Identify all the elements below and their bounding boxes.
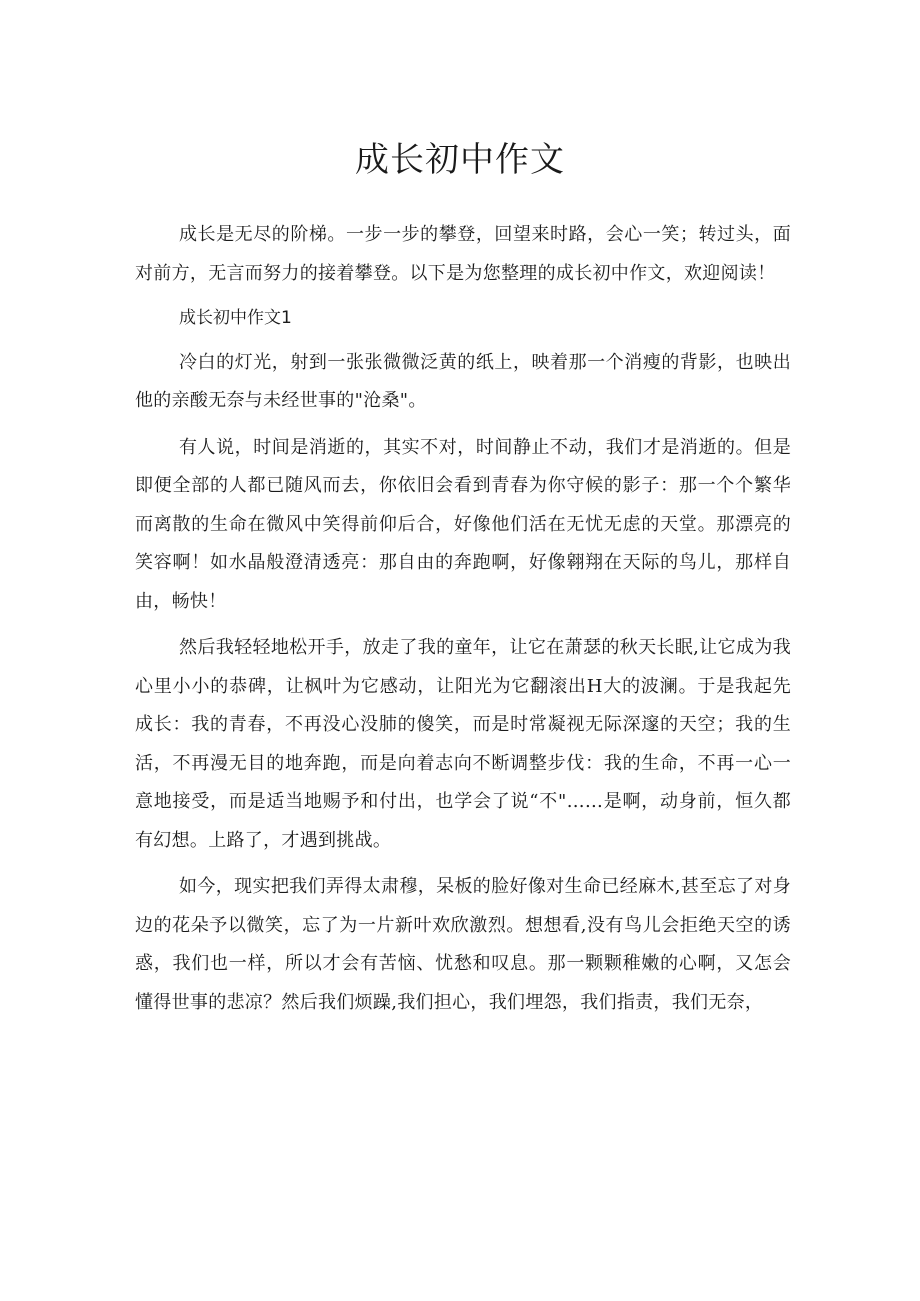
body-paragraph-2: 有人说，时间是消逝的，其实不对，时间静止不动，我们才是消逝的。但是即便全部的人都已随风而去，你依旧会看到青春为你守候的影子：那一个个繁华而离散的生命在微风中笑得前仰后合，好像他们活在无忧无虑的天堂。那漂亮的笑容啊！如水晶般澄清透亮：那自由的奔跑啊，好像翱翔在天际的鸟儿，那样自由，畅快！ — [135, 436, 791, 612]
intro-paragraph: 成长是无尽的阶梯。一步一步的攀登，回望来时路，会心一笑；转过头，面对前方，无言而努力的接着攀登。以下是为您整理的成长初中作文，欢迎阅读！ — [135, 224, 791, 284]
body-paragraph-4: 如今，现实把我们弄得太肃穆，呆板的脸好像对生命已经麻木,甚至忘了对身边的花朵予以微笑，忘了为一片新叶欢欣激烈。想想看,没有鸟儿会拒绝天空的诱惑，我们也一样，所以才会有苦恼、忧愁和叹息。那一颗颗稚嫩的心啊，又怎会懂得世事的悲凉？然后我们烦躁,我们担心，我们埋怨，我们指责，我们无奈， — [135, 876, 791, 1013]
body-paragraph-1: 冷白的灯光，射到一张张微微泛黄的纸上，映着那一个消瘦的背影，也映出他的亲酸无奈与未经世事的"沧桑"。 — [135, 351, 791, 411]
section-heading: 成长初中作文1 — [179, 308, 292, 328]
document-body — [135, 216, 791, 1022]
body-paragraph-3: 然后我轻轻地松开手，放走了我的童年，让它在萧瑟的秋天长眠,让它成为我心里小小的恭碑，让枫叶为它感动，让阳光为它翻滚出H大的波澜。于是我起先成长：我的青春，不再没心没肺的傻笑，而是时常凝视无际深邃的天空；我的生活，不再漫无目的地奔跑，而是向着志向不断调整步伐：我的生命，不再一心一意地接受，而是适当地赐予和付出，也学会了说“不"……是啊，动身前，恒久都有幻想。上路了，才遇到挑战。 — [135, 637, 791, 851]
document-title: 成长初中作文 — [355, 140, 565, 180]
